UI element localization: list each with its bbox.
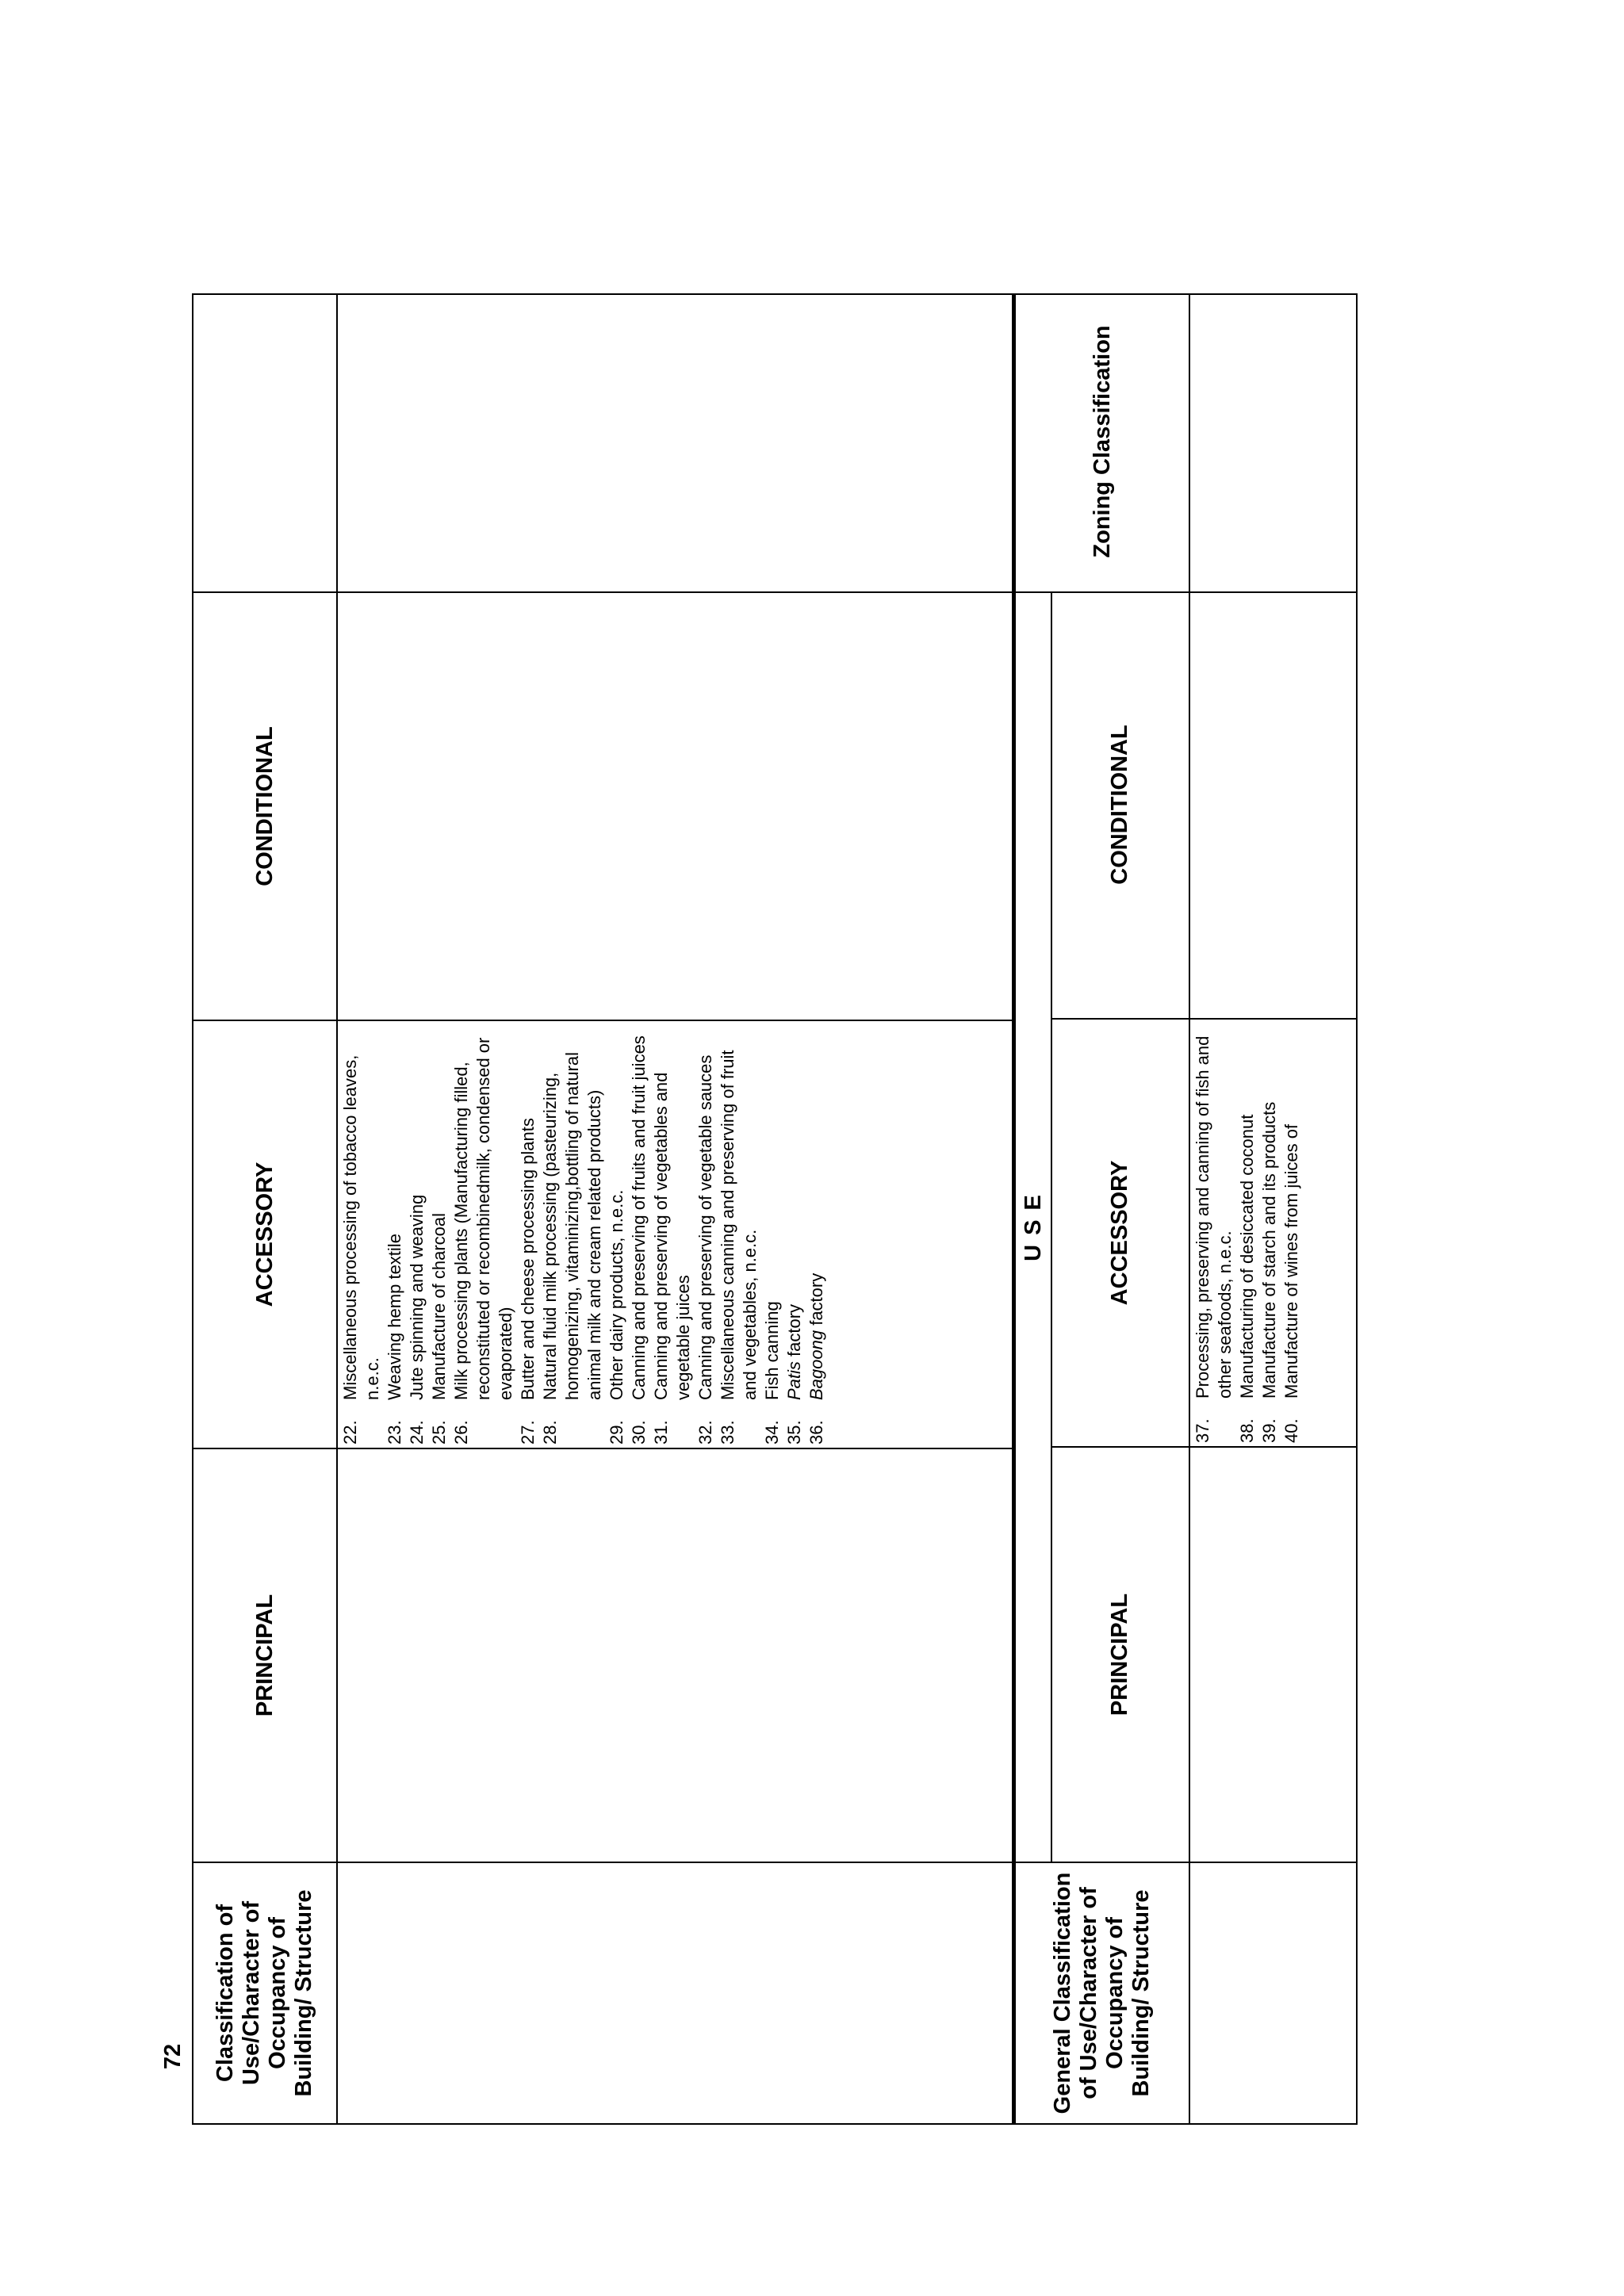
item-number: 40. [1281,1418,1301,1443]
accessory-column [193,1021,1012,1449]
item-text-italic: Patis [784,1361,804,1400]
item-number: 33. [718,1420,737,1445]
item-text [783,1024,806,1400]
item-text: Other dairy products, n.e.c. [607,1189,626,1400]
item-text: Miscellaneous processing of tobacco leaves, n.e.c. [340,1054,382,1400]
item-text: Milk processing plants (Manufacturing filled, reconstituted or recombinedmilk, condensed or evaporated) [451,1037,515,1400]
item-text: Natural fluid milk processing (pasteurizing, homogenizing, vitaminizing,bottling of natural animal milk and cream related products) [540,1051,604,1400]
accessory-item-list-2 [1192,1023,1303,1443]
zoning-column-2 [1016,292,1356,593]
accessory-header-2: ACCESSORY [1106,1160,1132,1306]
item-text: Manufacture of charcoal [429,1212,449,1400]
classification-header: Classification of Use/Character of Occupancy of Building/ Structure [213,1889,316,2097]
list-item [428,1024,450,1445]
item-text: Jute spinning and weaving [407,1194,427,1400]
conditional-column-2 [1051,591,1356,1020]
use-group [1016,593,1356,1863]
item-number: 25. [429,1420,449,1445]
list-item [606,1024,628,1445]
list-item [384,1024,406,1445]
list-item [450,1024,517,1445]
list-item [517,1024,539,1445]
principal-column-2 [1051,1448,1356,1862]
table-section-2 [1013,293,1358,2125]
zoning-header: Zoning Classification [1089,325,1115,558]
list-item [783,1024,806,1445]
item-text: Canning and preserving of fruits and fruit juices [629,1035,649,1400]
list-item [695,1024,717,1445]
classification-column [193,1863,1012,2123]
item-number: 30. [629,1420,649,1445]
item-number: 26. [451,1420,471,1445]
use-header: U S E [1020,1193,1046,1261]
item-number: 38. [1237,1418,1257,1443]
conditional-header-2: CONDITIONAL [1106,725,1132,885]
list-item [650,1024,695,1445]
item-number: 37. [1193,1418,1212,1443]
item-number: 24. [407,1420,427,1445]
item-text-rest: factory [806,1272,826,1330]
header-separator [336,295,338,2123]
page-number: 72 [160,2043,186,2070]
accessory-item-list [339,1024,828,1445]
list-item [539,1024,606,1445]
general-classification-column [1016,1863,1356,2123]
zoning-table [192,293,1358,2125]
list-item [1281,1023,1303,1443]
principal-header: PRINCIPAL [251,1594,278,1717]
item-number: 39. [1259,1418,1279,1443]
item-text-italic: Bagoong [806,1330,826,1400]
list-item [406,1024,428,1445]
accessory-column-2 [1051,1020,1356,1448]
item-text: Manufacture of starch and its products [1259,1101,1279,1399]
list-item [628,1024,650,1445]
item-text: Canning and preserving of vegetables and vegetable juices [651,1072,693,1400]
list-item [1258,1023,1281,1443]
item-number: 23. [385,1420,404,1445]
item-number: 27. [518,1420,538,1445]
item-number: 35. [784,1420,804,1445]
table-section-1 [192,293,1013,2125]
list-item [1192,1023,1236,1443]
zoning-column [193,292,1012,593]
item-text: Manufacture of wines from juices of [1281,1123,1301,1399]
item-number: 31. [651,1420,671,1445]
list-item [717,1024,761,1445]
principal-header-2: PRINCIPAL [1106,1593,1132,1716]
conditional-column [193,593,1012,1021]
item-number: 22. [340,1420,360,1445]
list-item [761,1024,783,1445]
item-text: Butter and cheese processing plants [518,1118,538,1400]
item-text: Weaving hemp textile [385,1234,404,1400]
item-number: 34. [762,1420,782,1445]
list-item [1236,1023,1258,1443]
item-text: Processing, preserving and canning of fish and other seafoods, n.e.c. [1193,1035,1235,1399]
item-text: Manufacturing of desiccated coconut [1237,1114,1257,1399]
principal-column [193,1449,1012,1863]
list-item [339,1024,384,1445]
item-number: 36. [806,1420,826,1445]
conditional-header: CONDITIONAL [251,726,278,886]
general-classification-header: General Classification of Use/Character of Occupancy of Building/ Structure [1050,1872,1154,2114]
item-text-rest: factory [784,1303,804,1362]
item-text: Fish canning [762,1301,782,1400]
item-text: Canning and preserving of vegetable sauces [695,1054,715,1400]
header-separator-2 [1189,295,1190,2123]
item-text: Miscellaneous canning and preserving of fruit and vegetables, n.e.c. [718,1050,760,1400]
accessory-header: ACCESSORY [251,1161,278,1307]
item-text [806,1024,828,1400]
item-number: 32. [695,1420,715,1445]
item-number: 29. [607,1420,626,1445]
item-number: 28. [540,1420,560,1445]
list-item [806,1024,828,1445]
